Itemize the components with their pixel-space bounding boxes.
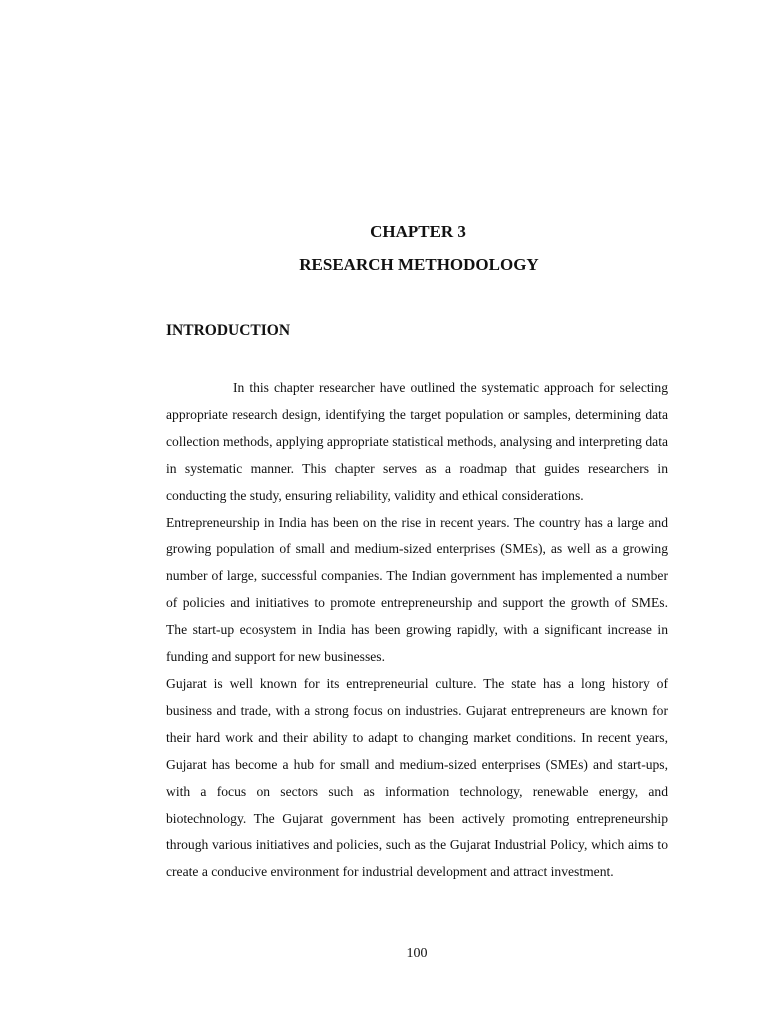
paragraph-3: Gujarat is well known for its entrepreneurial culture. The state has a long history of business and trade, with a strong focus on industries. Gujarat entrepreneurs are known for their hard work and their ability to adapt to changing market conditions. In recent years, Gujarat has become a hub for small and medium-sized enterprises (SMEs) and start-ups, with a focus on sectors such as information technology, renewable energy, and biotechnology. The Gujarat government has been actively promoting entrepreneurship through various initiatives and policies, such as the Gujarat Industrial Policy, which aims to create a conducive environment for industrial development and attract investment. (166, 675, 668, 880)
paragraph-1: In this chapter researcher have outlined the systematic approach for selecting appropriate research design, identifying the target population or samples, determining data collection methods, applying appropriate statistical methods, analysing and interpreting data in systematic manner. This chapter serves as a roadmap that guides researchers in conducting the study, ensuring reliability, validity and ethical considerations. (166, 380, 668, 503)
chapter-title: RESEARCH METHODOLOGY (299, 255, 539, 274)
paragraph-2: Entrepreneurship in India has been on the rise in recent years. The country has a large and growing population of small and medium-sized enterprises (SMEs), as well as a growing number of large, successful companies. The Indian government has implemented a number of policies and initiatives to promote entrepreneurship and support the growth of SMEs. The start-up ecosystem in India has been growing rapidly, with a significant increase in funding and support for new businesses. (166, 514, 668, 665)
chapter-number: CHAPTER 3 (370, 222, 466, 241)
body-text (166, 375, 668, 886)
section-heading: INTRODUCTION (166, 322, 291, 339)
page-number: 100 (406, 946, 428, 961)
